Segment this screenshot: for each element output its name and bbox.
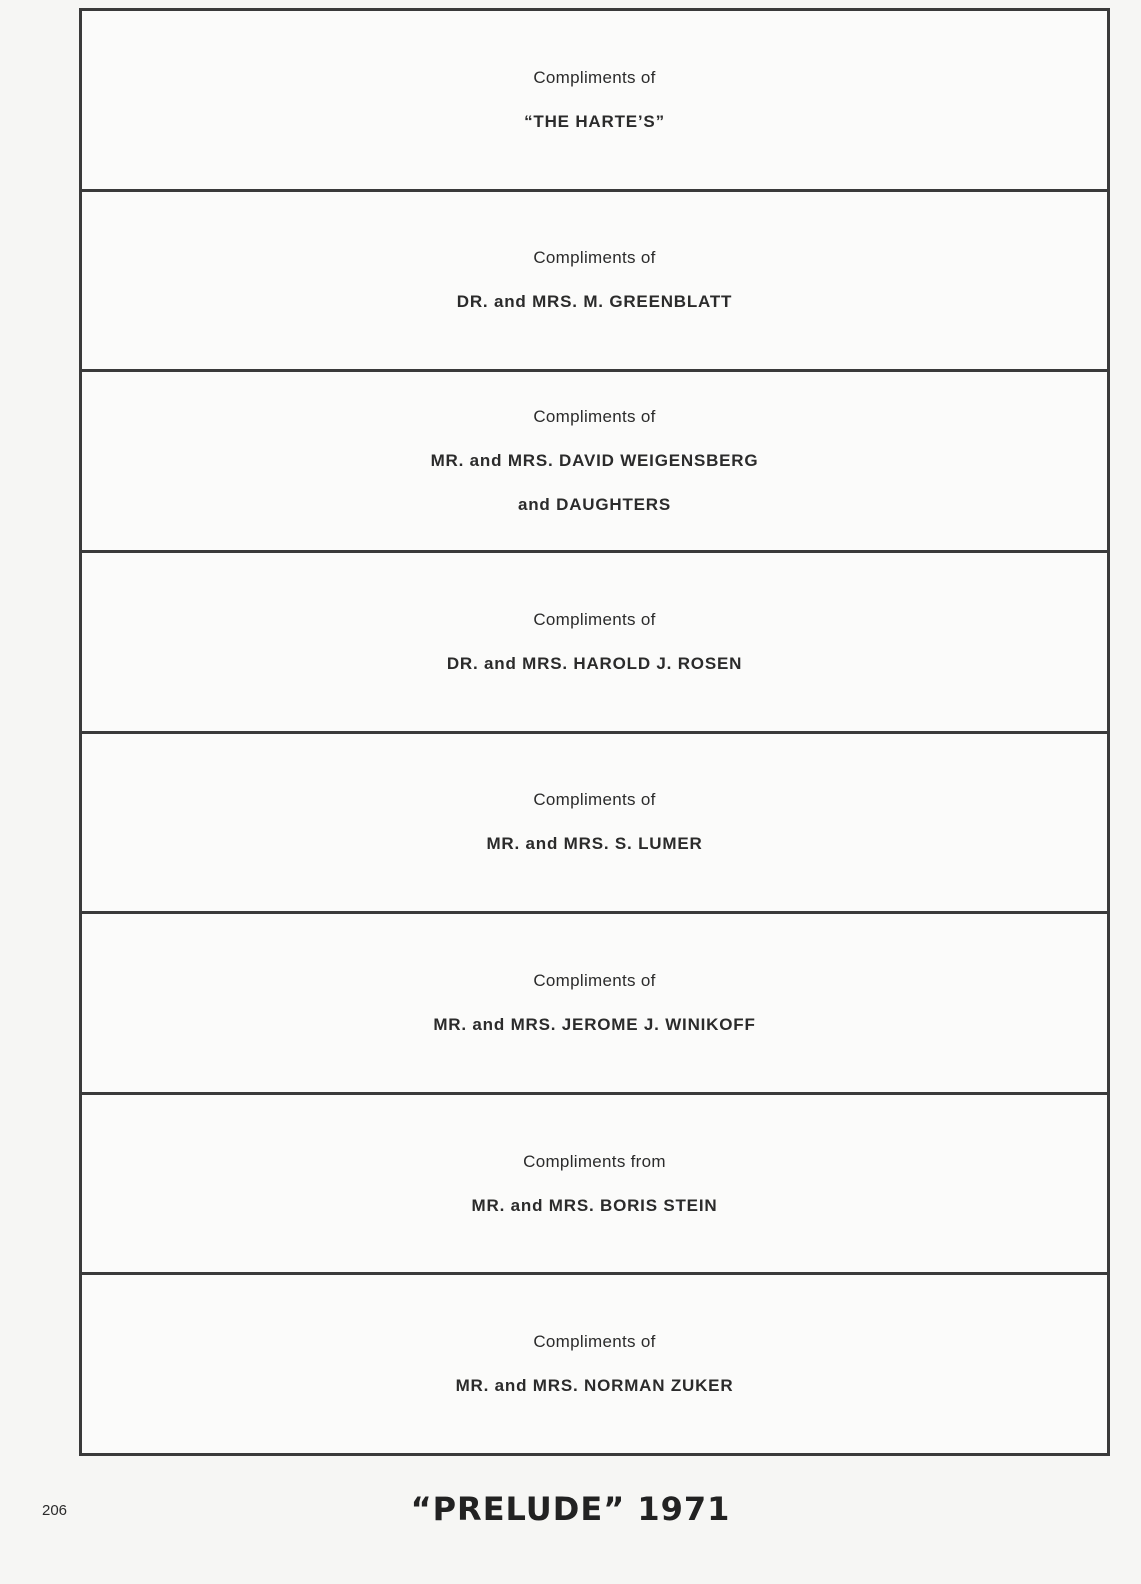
ad-name-line-2: and DAUGHTERS xyxy=(517,495,671,515)
page-number: 206 xyxy=(42,1502,68,1519)
ad-name: DR. and MRS. HAROLD J. ROSEN xyxy=(446,653,743,673)
ad-name: MR. and MRS. BORIS STEIN xyxy=(471,1195,718,1215)
ad-box-zuker xyxy=(82,1275,1107,1453)
ad-name: DR. and MRS. M. GREENBLATT xyxy=(456,292,733,312)
ad-box-lumer xyxy=(82,734,1107,915)
ad-greeting: Compliments of xyxy=(533,1332,656,1352)
ad-name: MR. and MRS. NORMAN ZUKER xyxy=(455,1376,734,1396)
ad-greeting: Compliments of xyxy=(533,248,656,268)
ad-box-rosen xyxy=(82,553,1107,734)
ad-box-greenblatt xyxy=(82,192,1107,373)
ad-box-winikoff xyxy=(82,914,1107,1095)
ad-greeting: Compliments of xyxy=(533,609,656,629)
ad-frame xyxy=(79,8,1110,1456)
ad-greeting: Compliments from xyxy=(523,1151,666,1171)
yearbook-title: “PRELUDE” 1971 xyxy=(410,1490,731,1528)
ad-box-hartes xyxy=(82,11,1107,192)
ad-greeting: Compliments of xyxy=(533,970,656,990)
ad-greeting: Compliments of xyxy=(533,67,656,87)
ad-greeting: Compliments of xyxy=(533,407,656,427)
ad-greeting: Compliments of xyxy=(533,790,656,810)
ad-box-weigensberg xyxy=(82,372,1107,553)
ad-box-stein xyxy=(82,1095,1107,1276)
ad-name: MR. and MRS. JEROME J. WINIKOFF xyxy=(433,1014,756,1034)
ad-name: MR. and MRS. DAVID WEIGENSBERG xyxy=(430,451,759,471)
ad-name: “THE HARTE’S” xyxy=(524,111,665,131)
ad-name: MR. and MRS. S. LUMER xyxy=(486,834,703,854)
